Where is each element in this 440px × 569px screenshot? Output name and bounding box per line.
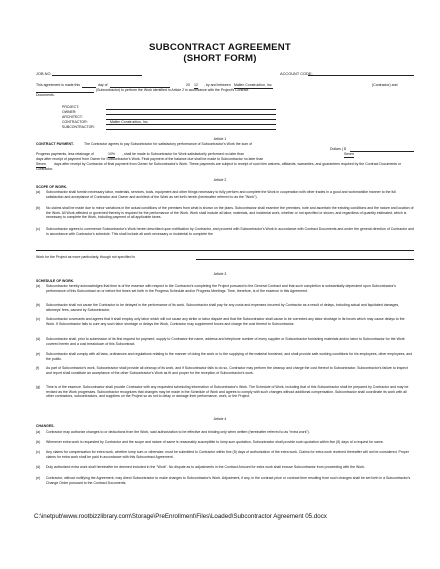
article-3-item-f: As part of Subcontractor's work, Subcontractor shall provide all cleanup of its work, and if Subcontractor fails to do so, Contractor may perform the cleanup and charge the cost thereof to Subcontractor. Subcontractor's failure to inspect and report shall constitute an acceptance of the other Subcontractor's Work as fit and proper for the reception of Subcontractor's work. — [46, 366, 408, 375]
subcontractor-label: SUBCONTRACTOR: — [62, 125, 95, 129]
article-3-item-g-label: (g) — [36, 385, 41, 389]
article-1-dollars: Dollars ( $ — [330, 147, 346, 151]
article-1-title: CONTRACT PAYMENT. — [36, 142, 74, 146]
article-3-heading: Article 3 — [213, 272, 227, 276]
article-4-heading: Article 4 — [213, 417, 227, 421]
article-1-line-2b: , shall be made to Subcontractor for Work satisfactorily performed no later than — [122, 152, 245, 156]
article-2-heading: Article 2 — [213, 178, 227, 182]
article-2-title: SCOPE OF WORK. — [36, 185, 68, 189]
article-4-item-d-label: (d) — [36, 465, 41, 469]
article-4-item-c: Any claims for compensation for extra work, whether lump sum or otherwise, must be submitted to Contractor within five (5) days of authorization of the extra work. Claims for extra work received thereafter will not be considered. Proper claims for extra work shall be paid in accordance with this Subcontract Agreement. — [46, 450, 409, 459]
article-2-item-b: No claims shall be made due to minor variations in the actual conditions of the premises from what is shown on the plans. Subcontractor shall examine the premises, note and ascertain the existing conditions and the nature and location of the Work. All Work affected or governed thereby is required for the performance of the Work. Work shall include all labor, materials, and incidental work, whether or not specified or shown, and regardless of quantity estimated, which is necessary to complete the Work, including payment of all applicable taxes. — [46, 206, 414, 220]
article-3-item-c: Subcontractor covenants and agrees that it shall employ only labor which will not cause any strike or labor dispute and that the Subcontractor shall cause to be corrected any labor shortage in its forces which may cause delays to the Work. If Subcontractor fails to cure any such labor shortage or delays the Work, Contractor may supplement forces and charge the cost thereof to Subcontractor. — [46, 317, 405, 326]
intro-year-prefix: 20 — [186, 83, 190, 87]
article-3-item-a: Subcontractor hereby acknowledges that time is of the essence with respect to the Contractor's completing the Project pursuant to the General Contract and that such completion is substantially dependent upon Subcontractor's performance of this Subcontract on or before the times set forth in the Progress Schedule and/or Progress Meetings. Time, therefore, is of the essence in this Agreement. — [46, 284, 396, 293]
article-3-item-b-label: (b) — [36, 303, 41, 307]
job-no-label: JOB NO. — [36, 71, 52, 76]
work-description-line-1[interactable] — [36, 250, 414, 251]
article-1-heading: Article 1 — [213, 137, 227, 141]
account-code-label: ACCOUNT CODE: — [280, 71, 313, 76]
owner-field[interactable] — [106, 114, 276, 115]
project-field[interactable] — [106, 109, 276, 110]
seven-days-value-2: Seven — [36, 162, 46, 166]
intro-year-suffix: 12 — [194, 83, 198, 87]
article-3-item-a-label: (a) — [36, 284, 41, 288]
article-4-item-d: Duly authorized extra work shall hereinafter be deemed included in the "Work". No dispute as to adjustments in the Contract Amount for extra work shall excuse Subcontractor from proceeding with the Work. — [46, 465, 366, 469]
article-4-item-a: Contractor may authorize changes to or deductions from the Work, said authorization to be effective and binding only when written (hereinafter referred to as "extra work"). — [46, 430, 310, 434]
article-4-item-c-label: (c) — [36, 450, 41, 454]
article-2-item-a-label: (a) — [36, 190, 41, 194]
article-2-more: Work for the Project as more particularly, though not specified in — [36, 255, 136, 259]
article-3-item-f-label: (f) — [36, 366, 40, 370]
article-2-item-b-label: (b) — [36, 206, 41, 210]
job-no-field[interactable] — [52, 75, 142, 76]
account-code-field[interactable] — [308, 75, 414, 76]
article-2-item-c: Subcontractor agrees to commence Subcontractor's Work herein described upon notification by Contractor, and proceed with Subcontractor's Work in accordance with Contract Documents and under the general direction of Contractor and in accordance with Contractor's schedule. This shall include all work necessary or incidental to complete the — [46, 227, 414, 236]
article-3-item-d: Subcontractor shall, prior to submission of its first request for payment, supply to Contractor the name, address and telephone number of every supplier or Subcontractor furnishing materials and/or labor to Subcontractor for the Work covered herein and a cost breakdown of this Subcontract. — [46, 337, 405, 346]
article-2-item-a: Subcontractor shall furnish necessary labor, materials, services, tools, equipment and other things necessary to fully perform and complete the Work in cooperation with other trades in a good and workmanlike manner to the full satisfaction and acceptance of Contractor and Owner and architect of the Work as set forth herein (hereinafter referred to as the "Work"). — [46, 190, 396, 199]
contract-sum-field[interactable] — [350, 151, 414, 152]
article-3-item-g: Time is of the essence. Subcontractor shall provide Contractor with any requested scheduling information of Subcontractor's Work. The Schedule of Work, including that of this Subcontractor shall be prepared by Contractor and may be revised as the Work progresses. Subcontractor recognizes that changes may be made in the Schedule of Work and agrees to comply with such changes without additional compensation. Subcontractor shall coordinate its work with all other contractors, subcontractors, and suppliers on the Project so as not to delay or damage their performance, work, or the Project. — [46, 385, 409, 399]
article-3-title: SCHEDULE OF WORK. — [36, 279, 75, 283]
article-4-item-e: Contractor, without nullifying the Agreement, may direct Subcontractor to make changes to Subcontractor's Work. Adjustment, if any, in the contract price or contract time resulting from such changes shall be set forth in a Subcontractor's Change Order pursuant to the Contract Documents. — [46, 476, 411, 485]
subcontractor-field[interactable] — [106, 129, 276, 130]
intro-day-field[interactable] — [82, 87, 96, 88]
contractor-field[interactable] — [106, 124, 276, 125]
intro-text-b: day of — [98, 83, 108, 87]
article-3-item-b: Subcontractor shall not cause the Contractor to be delayed in the performance of its work. Subcontractor shall pay for any costs and expenses incurred by Contractor as a result of delays, including actual and liquidated damages, attorneys' fees, caused by Subcontractor. — [46, 303, 400, 312]
article-3-item-e-label: (e) — [36, 352, 41, 356]
intro-text-a: This agreement is made this — [36, 83, 80, 87]
article-4-item-a-label: (a) — [36, 430, 41, 434]
seven-days-value-1: Seven — [344, 152, 354, 156]
contractor-value: Mallen Construction, Inc. — [110, 120, 149, 124]
intro-contractor-name: Mallen Construction, Inc. — [234, 83, 273, 87]
article-2-item-c-label: (c) — [36, 227, 41, 231]
article-1-line-1: The Contractor agrees to pay Subcontractor for satisfactory performance of Subcontractor's Work the sum of — [84, 142, 253, 146]
article-3-item-e: Subcontractor shall comply with all laws, ordinances and regulations relating to the manner of doing the work or to the supplying of the material furnished, and shall provide safe working conditions for his employees, other employees, and the public. — [46, 352, 413, 361]
article-3-item-c-label: (c) — [36, 317, 41, 321]
article-4-title: CHANGES. — [36, 424, 55, 428]
article-4-item-b-label: (b) — [36, 440, 41, 444]
article-3-item-d-label: (d) — [36, 337, 41, 341]
contractor-label: CONTRACTOR: — [62, 120, 88, 124]
intro-line-2: (Subcontractor) to perform the Work identified in Article 2 in accordance with the Project's Contract — [96, 88, 249, 92]
article-1-line-3: days after receipt of payment from Owner for Subcontractor's Work. Final payment of the balance due shall be made to Subcontractor no later than — [36, 157, 264, 161]
owner-label: OWNER: — [62, 110, 77, 114]
intro-text-c: , by and between — [204, 83, 231, 87]
intro-text-d: (Contractor) and — [372, 83, 398, 87]
intro-line-3: Documents. — [36, 93, 55, 97]
architect-label: ARCHITECT: — [62, 115, 83, 119]
article-4-item-b: Whenever extra work is requested by Contractor and the scope and nature of same is reasonably susceptible to lump sum quotation, Subcontractor shall provide such quotation within five (5) days of a request for same. — [46, 440, 384, 444]
project-label: PROJECT: — [62, 105, 79, 109]
document-title: SUBCONTRACT AGREEMENT — [149, 42, 291, 53]
article-1-line-2a: Progress payments, less retainage of — [36, 152, 94, 156]
retainage-value: 10% — [108, 152, 116, 156]
footer-file-path: C:\inetpub\www.rootbizzlibrary.com\Storage\PreEnrollment\Files\Loaded\Subcontractor Agreement 05.docx — [34, 513, 327, 520]
work-description-line-2[interactable] — [196, 259, 414, 260]
article-1-line-4: days after receipt by Contractor of final payment from Owner for Subcontractor's Work. These payments are subject to receipt of such lien waivers, affidavits, warranties, and guarantees required by the Contract Documents or Contractor. — [36, 162, 402, 171]
document-subtitle: (SHORT FORM) — [183, 53, 257, 64]
article-4-item-e-label: (e) — [36, 476, 41, 480]
